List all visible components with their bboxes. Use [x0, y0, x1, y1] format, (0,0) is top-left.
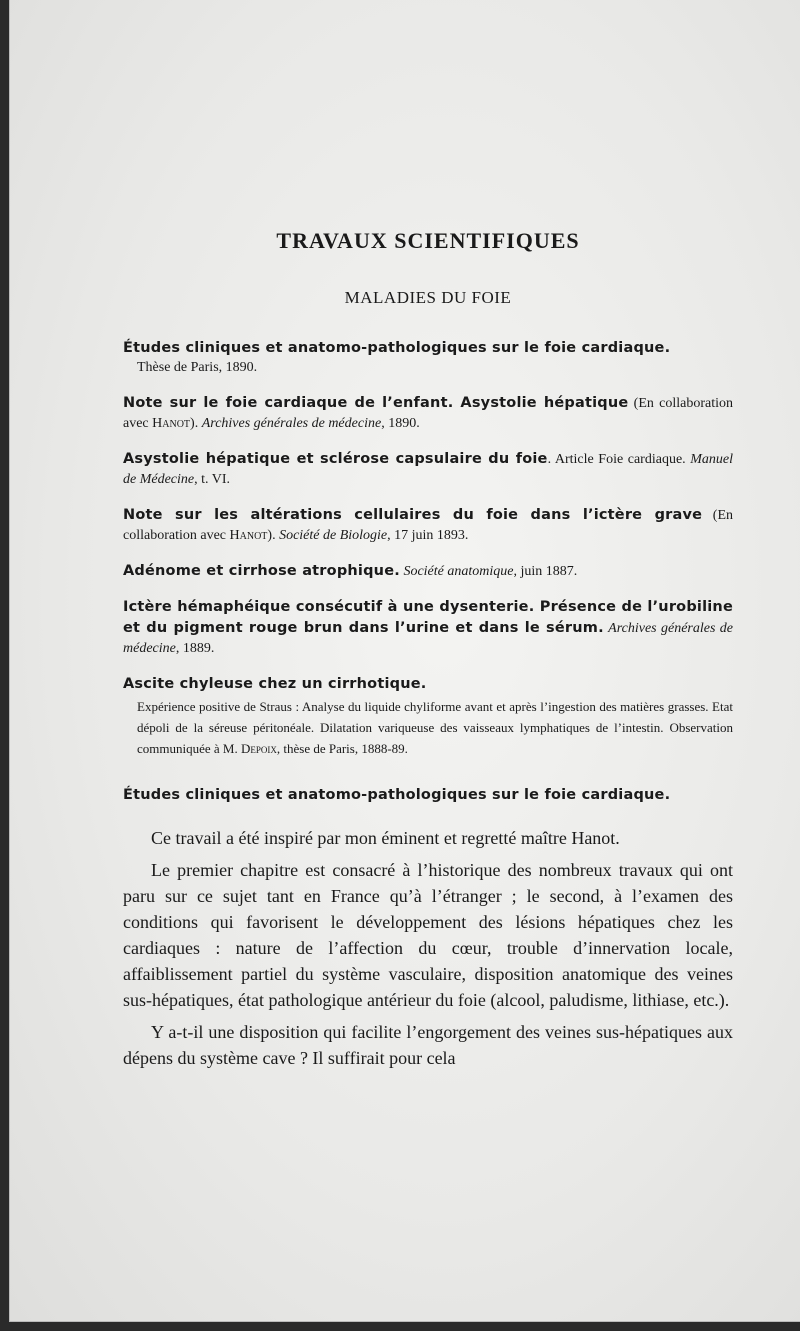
- entry-detail: (En collaboration avec: [123, 508, 734, 543]
- entry-title: Note sur les altérations cellulaires du foie dans l’ictère grave: [123, 507, 703, 523]
- bibliography-entry: [123, 338, 733, 378]
- entry-journal: Manuel de Médecine: [123, 452, 733, 487]
- entry-detail: , t. VI.: [194, 472, 231, 487]
- entry-title: Asystolie hépatique et sclérose capsulaire du foie: [123, 451, 548, 467]
- entry-title: Études cliniques et anatomo-pathologiques sur le foie cardiaque.: [123, 340, 671, 356]
- entry-detail: (En collaboration avec: [123, 396, 733, 431]
- bibliography-entry: [123, 561, 733, 582]
- book-page: [10, 0, 800, 1321]
- entry-journal: Archives générales de médecine: [123, 621, 734, 656]
- entry-coauthor: Hanot: [229, 528, 268, 543]
- entry-detail: . Article Foie cardiaque.: [547, 452, 691, 467]
- entry-observation: [123, 696, 733, 759]
- observation-author: Depoix: [240, 741, 277, 756]
- entry-detail: , 1890.: [381, 416, 420, 431]
- entry-detail: ).: [190, 416, 202, 431]
- body-paragraph: Y a-t-il une disposition qui facilite l’engorgement des veines sus-hépatiques aux dépens du système cave ? Il suffirait pour cela: [123, 1022, 733, 1068]
- entry-detail: , 17 juin 1893.: [387, 528, 469, 543]
- entry-journal: Archives générales de médecine: [201, 416, 382, 431]
- entry-title: Note sur le foie cardiaque de l’enfant. Asystolie hépatique: [123, 395, 629, 411]
- entry-detail: ).: [267, 528, 280, 543]
- body-paragraph: Le premier chapitre est consacré à l’historique des nombreux travaux qui ont paru sur ce sujet tant en France qu’à l’étranger ; le second, à l’examen des conditions qui favorisent le développement des lésions hépatiques chez les cardiaques : nature de l’affection du cœur, trouble d’innervation locale, affaiblissement partiel du système vasculaire, disposition anatomique des veines sus-hépatiques, état pathologique antérieur du foie (alcool, paludisme, lithiase, etc.).: [123, 860, 733, 1010]
- observation-text: , thèse de Paris, 1888-89.: [276, 741, 408, 756]
- observation-text: Expérience positive de Straus : Analyse du liquide chyliforme avant et après l’ingestion des matières grasses. Etat dépoli de la séreuse péritonéale. Dilatation variqueuse des vaisseaux lymphatiques de l’intestin. Observation communiquée à M.: [137, 699, 733, 756]
- page-title: TRAVAUX SCIENTIFIQUES: [276, 228, 580, 253]
- subsection-heading: Études cliniques et anatomo-pathologiques sur le foie cardiaque.: [123, 787, 671, 803]
- entry-journal: Société anatomique: [403, 564, 514, 579]
- body-paragraph: Ce travail a été inspiré par mon éminent et regretté maître Hanot.: [151, 828, 620, 848]
- entry-title: Ictère hémaphéique consécutif à une dysenterie. Présence de l’urobiline et du pigment rouge brun dans l’urine et dans le sérum.: [123, 599, 733, 636]
- bibliography-entry: [123, 449, 733, 490]
- entry-coauthor: Hanot: [152, 416, 191, 431]
- entry-title: Adénome et cirrhose atrophique.: [123, 563, 400, 579]
- bibliography-entry: [123, 674, 733, 759]
- entry-journal: Société de Biologie: [279, 528, 388, 543]
- entry-detail: , 1889.: [175, 641, 215, 656]
- page-content: [123, 228, 733, 1077]
- entry-detail: , juin 1887.: [513, 564, 578, 579]
- bibliography-entry: [123, 505, 733, 546]
- bibliography-entry: [123, 597, 733, 659]
- section-heading: MALADIES DU FOIE: [344, 288, 512, 307]
- bibliography-entry: [123, 393, 733, 434]
- entry-detail: Thèse de Paris, 1890.: [137, 360, 258, 375]
- entry-title: Ascite chyleuse chez un cirrhotique.: [123, 676, 427, 692]
